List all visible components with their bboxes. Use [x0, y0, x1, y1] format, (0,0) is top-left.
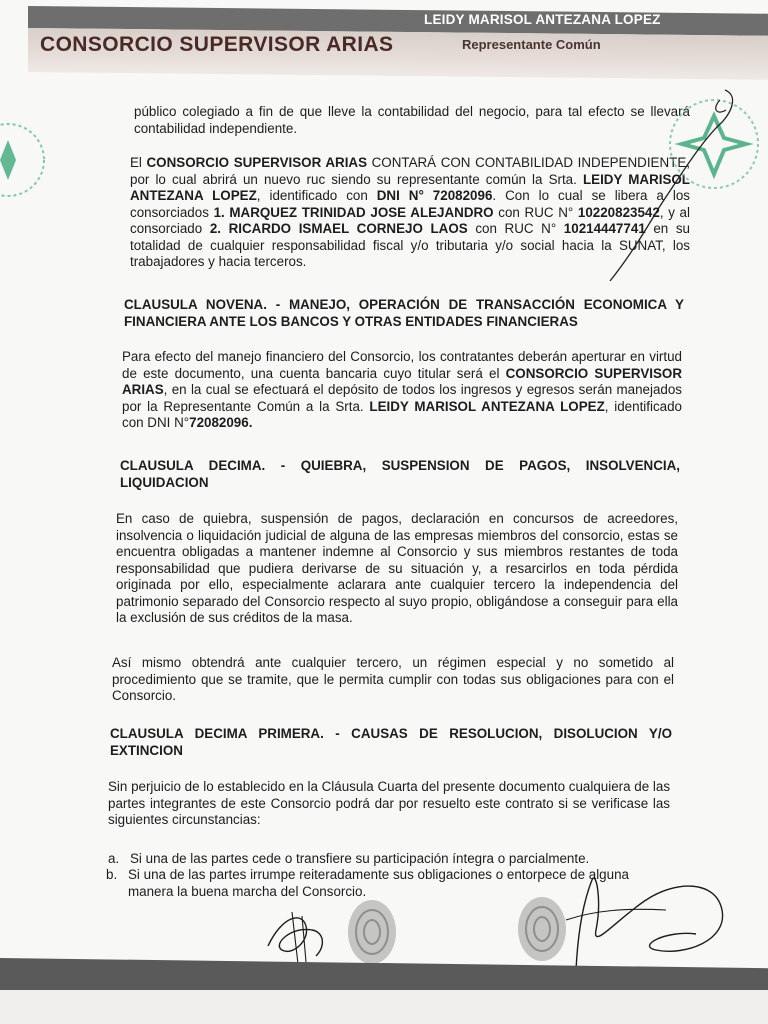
paragraph-6: Sin perjuicio de lo establecido en la Cláusula Cuarta del presente documento cualquiera de las partes integrantes de este Consorcio podrá dar por resuelto este contrato si se verificase las siguientes circunstancias: [108, 779, 671, 827]
list-text: Si una de las partes irrumpe reiteradamente sus obligaciones o entorpece de alguna manera la buena marcha del Consorcio. [128, 867, 629, 899]
footer-bottom [0, 990, 768, 1024]
clause-ten-heading: CLAUSULA DECIMA. - QUIEBRA, SUSPENSION DE PAGOS, INSOLVENCIA, LIQUIDACION [120, 458, 680, 490]
paragraph-3: Para efecto del manejo financiero del Consorcio, los contratantes deberán aperturar en virtud de este documento, una cuenta bancaria cuyo titular será el CONSORCIO SUPERVISOR ARIAS, en la cual se efectuará el depósito de todos los ingresos y egresos serán manejados por la Representante Común a la Srta. LEIDY MARISOL ANTEZANA LOPEZ, identificado con DNI N°72082096. [122, 349, 682, 430]
signature-right-icon [556, 860, 736, 980]
signature-top-icon [600, 86, 750, 286]
paragraph-4: En caso de quiebra, suspensión de pagos, declaración en concursos de acreedores, insolvencia o liquidación judicial de alguna de las empresas miembros del consorcio, estas se encuentra obligadas a mantener indemne al Consorcio y sus miembros restantes de toda responsabilidad que pudiera derivarse de su situación y, a resarcirlos en toda pérdida originada por ello, especialmente aclarara ante cualquier tercero la independencia del patrimonio separado del Consorcio respecto al suyo propio, obligándose a conseguir para ella la exclusión de sus créditos de la masa. [116, 511, 678, 625]
paragraph-2: El CONSORCIO SUPERVISOR ARIAS CONTARÁ CON CONTABILIDAD INDEPENDIENTE, por lo cual abrirá un nuevo ruc siendo su representante común la Srta. LEIDY MARISOL ANTEZANA LOPEZ, identificado con DNI N° 72082096. Con lo cual se libera a los consorciados 1. MARQUEZ TRINIDAD JOSE ALEJANDRO con RUC N° 10220823542, y al consorciado 2. RICARDO ISMAEL CORNEJO LAOS con RUC N° 10214447741 en su totalidad de cualquier responsabilidad fiscal y/o tributaria y/o social hacia la SUNAT, los trabajadores y hacia terceros. [130, 155, 690, 269]
list-marker: a. [108, 851, 120, 866]
signature-left-icon [262, 906, 332, 966]
list-text: Si una de las partes cede o transfiere su participación íntegra o parcialmente. [130, 851, 590, 866]
consortium-title: CONSORCIO SUPERVISOR ARIAS [40, 33, 394, 56]
paragraph-5: Así mismo obtendrá ante cualquier tercero, un régimen especial y no sometido al procedimiento que se tramite, que le permita cumplir con todas sus obligaciones para con el Consorcio. [112, 655, 674, 703]
paragraph-1: público colegiado a fin de que lleve la contabilidad del negocio, para tal efecto se llevará contabilidad independiente. [134, 104, 690, 136]
stamp-left-icon [0, 120, 54, 200]
clause-eleven-heading: CLAUSULA DECIMA PRIMERA. - CAUSAS DE RESOLUCION, DISOLUCION Y/O EXTINCION [110, 726, 672, 758]
clause-nine-heading: CLAUSULA NOVENA. - MANEJO, OPERACIÓN DE TRANSACCIÓN ECONOMICA Y FINANCIERA ANTE LOS BANCOS Y OTRAS ENTIDADES FINANCIERAS [124, 297, 684, 329]
representative-role: Representante Común [462, 37, 601, 52]
list-marker: b. [106, 867, 118, 882]
fingerprint-left-icon [344, 896, 400, 966]
representative-name: LEIDY MARISOL ANTEZANA LOPEZ [424, 12, 661, 27]
